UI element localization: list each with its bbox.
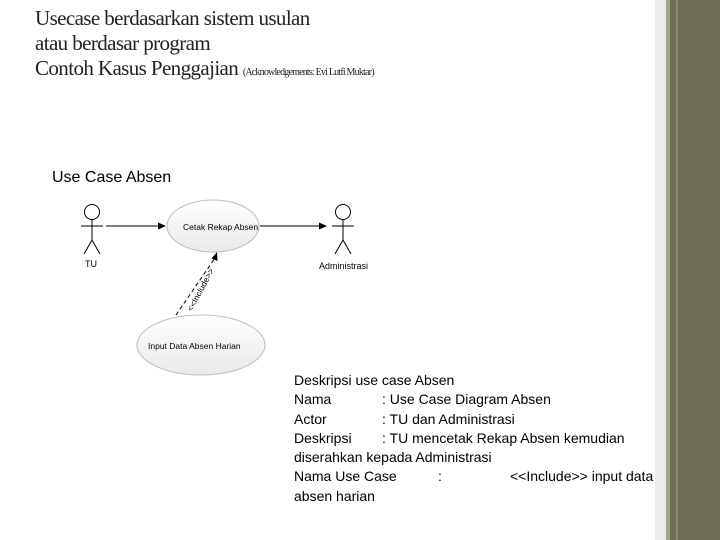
description-colon: : — [438, 468, 442, 485]
actor-tu — [81, 205, 103, 255]
description-label: Nama Use Case — [294, 468, 397, 485]
description-continuation: diserahkan kepada Administrasi — [294, 449, 492, 466]
description-row-include — [294, 467, 654, 486]
title-line-1: Usecase berdasarkan sistem usulan — [35, 6, 310, 30]
description-label: Actor — [294, 410, 327, 427]
actor-tu-label: TU — [85, 259, 97, 269]
description-label: Nama — [294, 391, 332, 408]
description-value: : TU dan Administrasi — [382, 410, 515, 427]
description-row-actor — [294, 410, 515, 429]
description-label: Deskripsi — [294, 429, 352, 446]
include-label: <<Include>> — [184, 266, 216, 313]
description-value: <<Include>> input data — [510, 468, 654, 485]
description-row-deskripsi — [294, 429, 625, 448]
acknowledgement: (Acknowledgements: Evi Lutfi Muktar) — [242, 67, 374, 78]
description-heading: Deskripsi use case Absen — [294, 372, 455, 388]
actor-administrasi-label: Administrasi — [319, 261, 369, 271]
title-line-3-text: Contoh Kasus Penggajian — [35, 56, 239, 80]
use-case-input-data-absen-harian-label: Input Data Absen Harian — [148, 341, 241, 351]
title-line-2: atau berdasar program — [35, 31, 211, 55]
description-include-continuation: absen harian — [294, 487, 375, 504]
diagram-subtitle: Use Case Absen — [52, 169, 172, 186]
use-case-cetak-rekap-absen-label: Cetak Rekap Absen — [183, 222, 259, 232]
description-row-nama — [294, 390, 551, 409]
association-cetak-administrasi — [260, 223, 327, 230]
description-block — [294, 371, 654, 506]
description-value: : TU mencetak Rekap Absen kemudian — [382, 429, 625, 446]
association-tu-cetak — [106, 223, 166, 230]
actor-administrasi — [332, 205, 354, 255]
description-value: : Use Case Diagram Absen — [382, 391, 551, 408]
